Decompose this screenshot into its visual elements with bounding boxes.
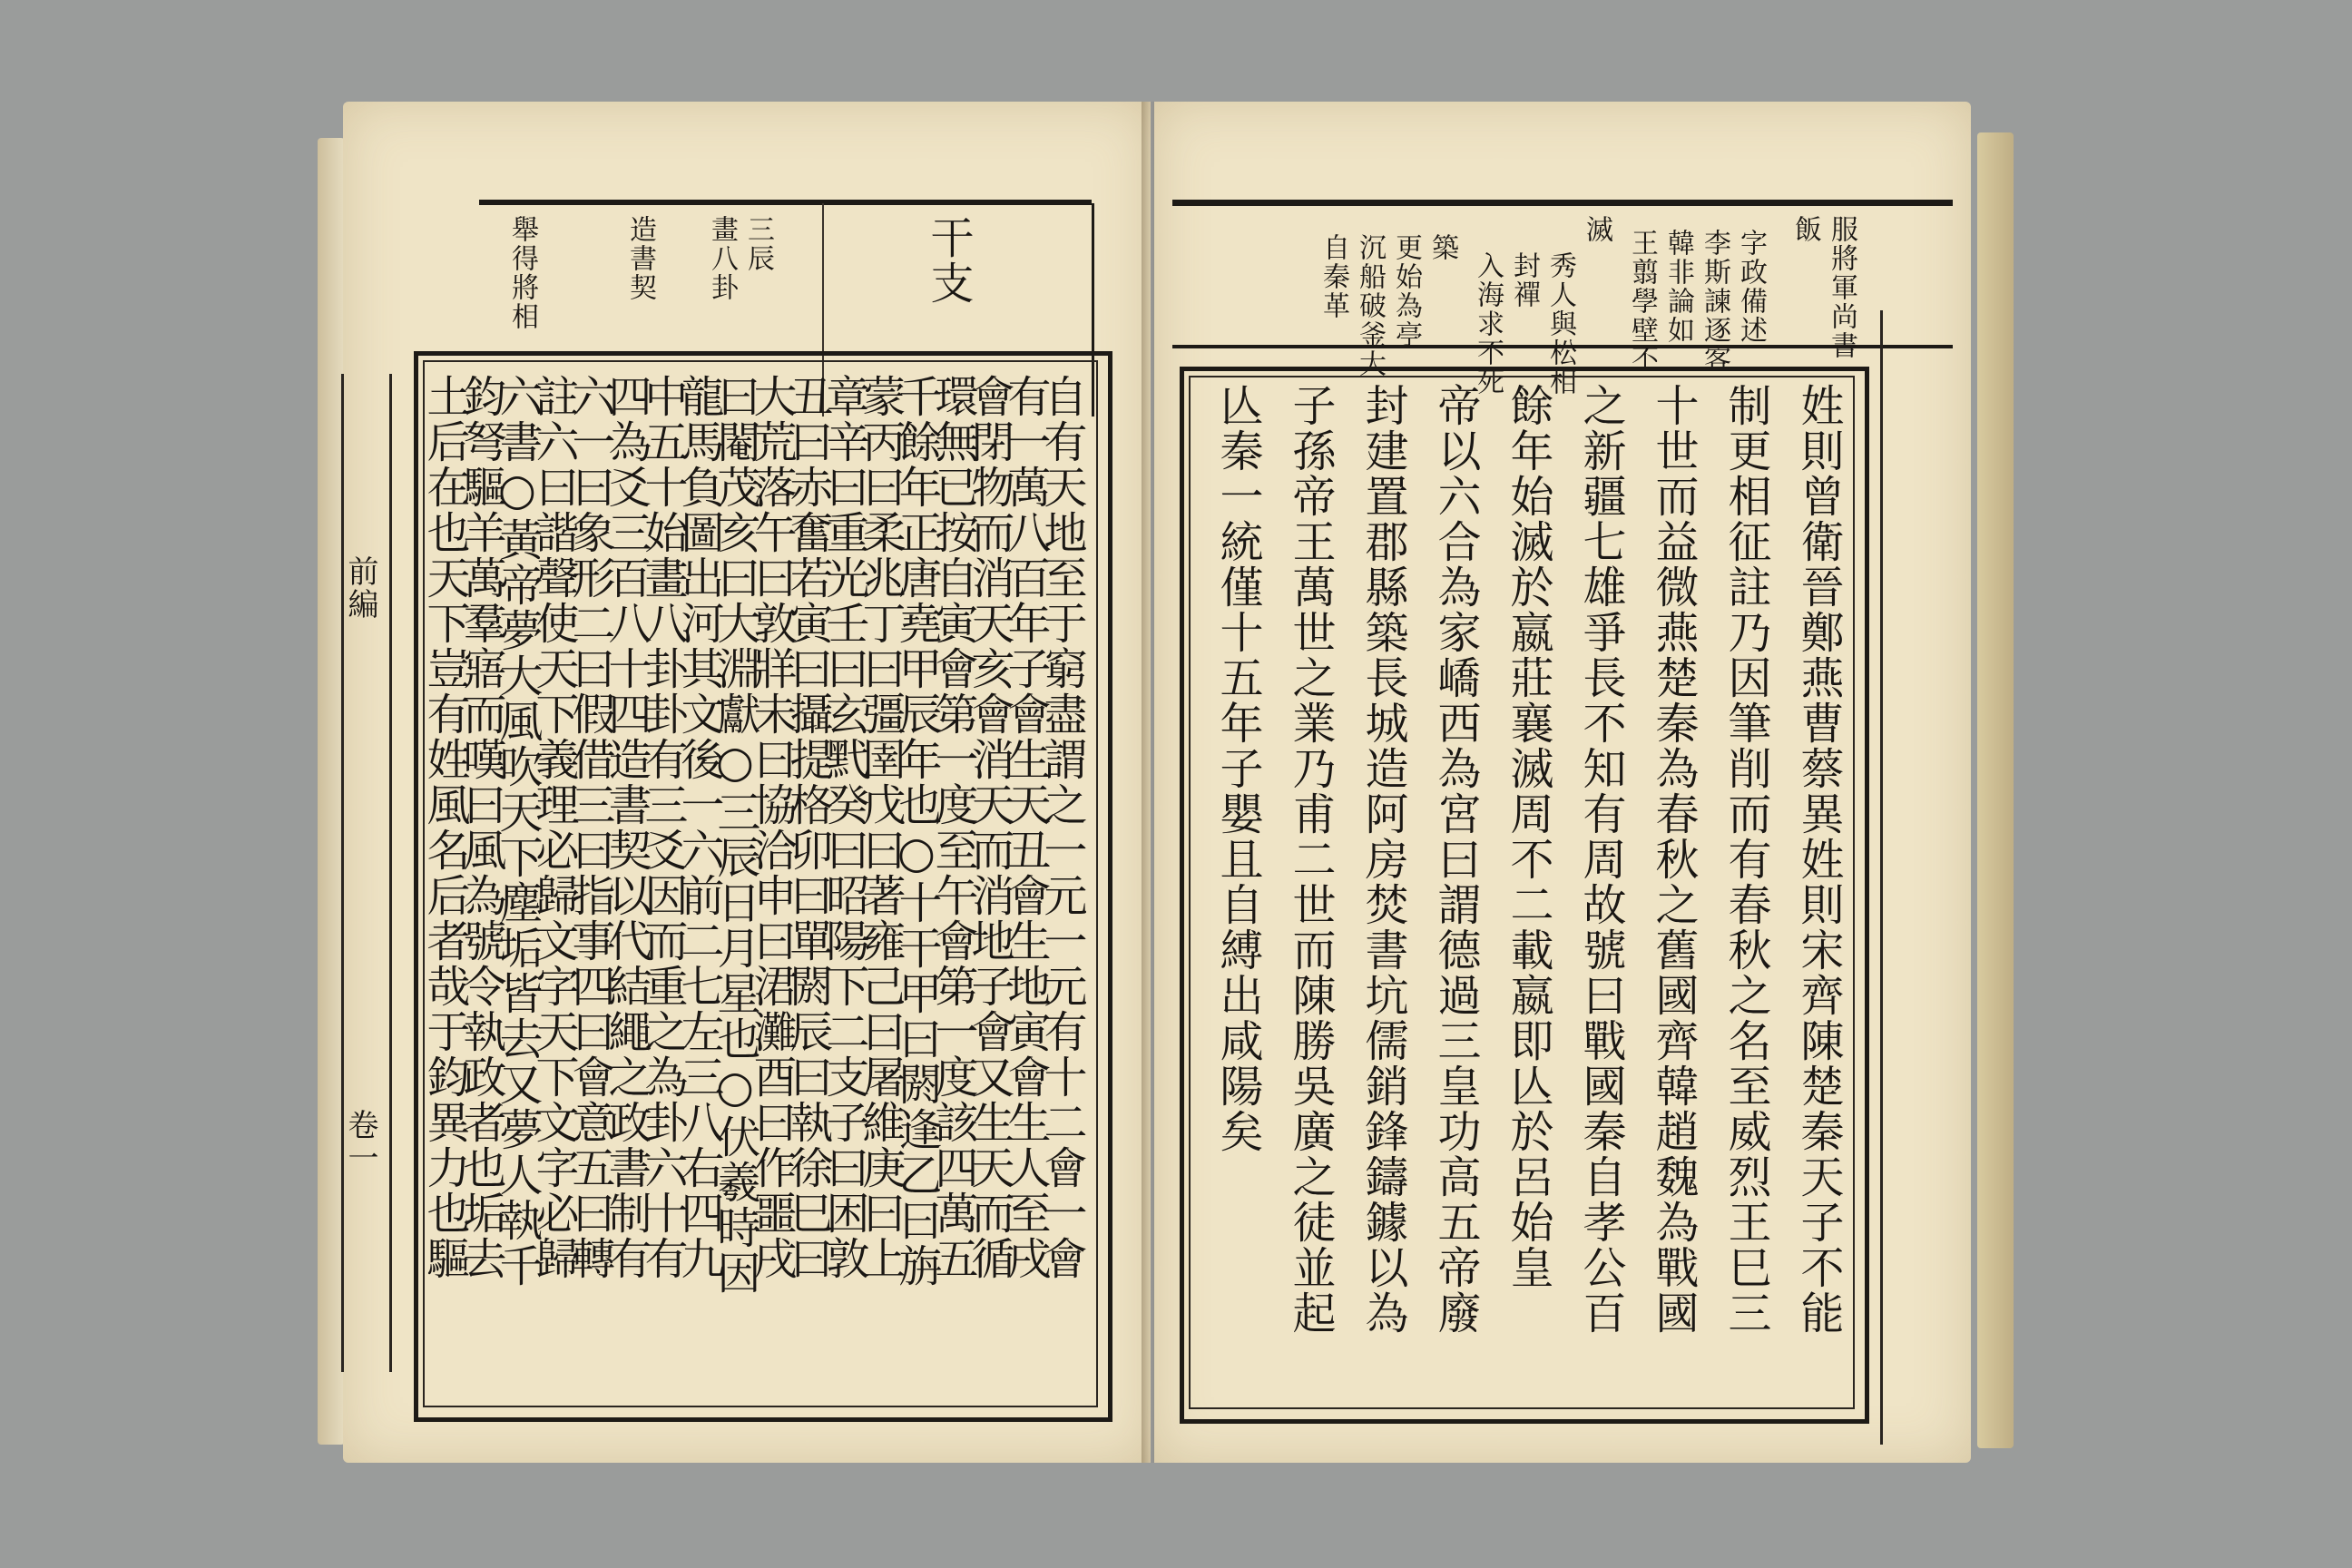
text-column: 餘年始滅於嬴莊襄滅周不二載嬴即亾於呂始皇 bbox=[1503, 383, 1553, 1290]
text-column: 大荒落午曰敦牂未曰協洽申曰涒灘酉曰作噩戌 bbox=[746, 374, 797, 1281]
header-note: 服將軍尚書 bbox=[1826, 215, 1857, 360]
header-note: 李斯諫逐客 bbox=[1699, 229, 1730, 374]
header-note: 築 bbox=[1426, 233, 1458, 262]
header-note: 封禪 bbox=[1508, 251, 1540, 309]
text-column: 六一曰象形二曰假借三曰指事四曰會意五曰轉 bbox=[564, 374, 615, 1281]
text-column: 會閉物而消天亥會消天而消地子會又生天而循 bbox=[964, 374, 1014, 1281]
text-column: 之新疆七雄爭長不知有周故號曰戰國秦自孝公百 bbox=[1575, 383, 1626, 1336]
text-column: 環無已按自寅會第一度至午會第一度該四萬五 bbox=[927, 374, 978, 1281]
header-note: 飯 bbox=[1789, 215, 1821, 244]
text-column: 丑曰赤奮若寅曰攝提格卯曰單閼辰曰執徐巳曰 bbox=[782, 374, 833, 1281]
header-note: 舉得將相 bbox=[506, 215, 538, 331]
header-note: 滅 bbox=[1581, 215, 1612, 244]
left-margin-strip bbox=[341, 374, 392, 1372]
header-ganzhi: 干支 bbox=[923, 215, 974, 306]
right-page bbox=[1154, 102, 1971, 1463]
text-column: 四為爻三百八十四造書契以代結繩之政書制有 bbox=[601, 374, 652, 1281]
text-column: 土后在也天下豈有姓風名后者哉于鈞異力也驅 bbox=[419, 374, 470, 1281]
header-note: 更始為亭 bbox=[1390, 233, 1422, 349]
text-column: 千餘年正唐堯甲辰年也○十干甲曰閼逢乙曰旃 bbox=[891, 374, 942, 1289]
header-note: 秀人與松相 bbox=[1544, 251, 1576, 397]
header-note: 畫八卦 bbox=[706, 215, 738, 302]
text-column: 子孫帝王萬世之業乃甫二世而陳勝吳廣之徒並起 bbox=[1285, 383, 1336, 1336]
margin-title: 前編 bbox=[342, 555, 378, 621]
text-column: 制更相征註乃因筆削而有春秋之名至威烈王巳三 bbox=[1720, 383, 1771, 1336]
text-column: 十世而益微燕楚秦為春秋之舊國齊韓趙魏為戰國 bbox=[1648, 383, 1699, 1336]
header-note: 自秦革 bbox=[1318, 233, 1349, 320]
page-edges-right bbox=[1977, 132, 2014, 1448]
text-column: 蒙丙曰柔兆丁曰彊圉戊曰著雍己曰屠維庚曰上 bbox=[855, 374, 906, 1281]
header-note: 沉船破釜大 bbox=[1354, 233, 1386, 378]
header-note: 三辰 bbox=[742, 215, 774, 273]
header-note: 造書契 bbox=[624, 215, 656, 302]
header-note: 王翦學壁不 bbox=[1626, 229, 1658, 374]
text-column: 姓則曾衛晉鄭燕曹蔡異姓則宋齊陳楚秦天子不能 bbox=[1793, 383, 1844, 1336]
margin-leaf: 卷一 bbox=[342, 1109, 378, 1174]
text-column: 章辛曰重光壬曰玄黓癸曰昭陽下二支子曰困敦 bbox=[818, 374, 869, 1281]
text-column: 曰閹茂亥曰大淵獻○三辰日月星也○伏羲時因 bbox=[710, 374, 760, 1296]
header-note: 入海求不死 bbox=[1472, 251, 1504, 397]
text-column: 自有天地至于窮盡謂之一元一元有十二會一會 bbox=[1036, 374, 1087, 1281]
header-note: 字政備述 bbox=[1735, 229, 1767, 345]
text-column: 帝以六合為家嶠西為宮曰謂德過三皇功高五帝廢 bbox=[1430, 383, 1481, 1336]
right-margin-strip bbox=[1880, 310, 1951, 1445]
header-note: 韓非論如 bbox=[1662, 229, 1694, 345]
text-column: 有一萬八百年子會生天丑會生地寅會生人至戌 bbox=[1000, 374, 1051, 1281]
text-column: 亾秦一統僅十五年子嬰且自縛出咸陽矣 bbox=[1212, 383, 1263, 1154]
text-column: 封建置郡縣築長城造阿房焚書坑儒銷鋒鑄鐻以為 bbox=[1357, 383, 1408, 1336]
text-column: 六書○黃帝夢大風吹天下塵垢皆去又夢人執千 bbox=[492, 374, 543, 1289]
left-page bbox=[343, 102, 1151, 1463]
text-column: 龍馬負圖出河其文後一六前二七左三八右四九 bbox=[673, 374, 724, 1281]
text-column: 中五十始畫八卦卦有三爻因而重之為卦六十有 bbox=[637, 374, 688, 1281]
open-book bbox=[327, 102, 2001, 1476]
text-column: 鈞弩驅羊萬羣寤而嘆曰風為號令執政者也垢去 bbox=[456, 374, 506, 1281]
text-column: 註六曰諧聲使天下義理必歸文字天下文字必歸 bbox=[528, 374, 579, 1281]
header-border bbox=[1172, 200, 1953, 206]
